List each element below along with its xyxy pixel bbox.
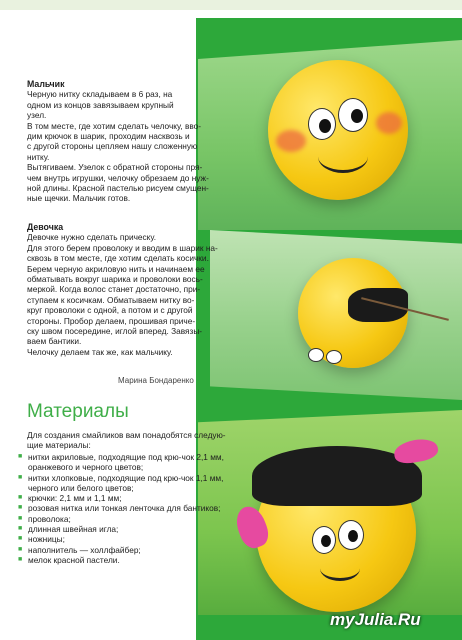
author-signature: Марина Бондаренко	[118, 376, 194, 385]
list-item: ■ нитки хлопковые, подходящие под крю-чок 1,1 мм, черного или белого цветов;	[18, 473, 228, 494]
photo-girl-finished	[198, 410, 462, 615]
cheek-left	[276, 130, 306, 152]
girl-line: ваем бантики.	[27, 336, 82, 347]
girl-line: обматывать вокруг шарика и проволоки вось-	[27, 274, 203, 285]
eye-left	[308, 108, 336, 140]
girl-line: ску швом посередине, иглой вперед. Завязы-	[27, 326, 203, 337]
list-item: ■ крючки: 2,1 мм и 1,1 мм;	[18, 493, 228, 503]
girl-line: ступаем к косичкам. Обматываем нитку во-	[27, 294, 195, 305]
boy-section	[27, 79, 235, 204]
boy-line: В том месте, где хотим сделать челочку, вво-	[27, 120, 202, 131]
girl-line: Девочке нужно сделать прическу.	[27, 232, 157, 243]
smiley-ball	[298, 258, 408, 368]
bow-right	[392, 436, 439, 465]
eye-left	[308, 348, 324, 362]
cheek-right	[376, 112, 402, 134]
boy-line: одном из концов завязываем крупный	[27, 99, 174, 110]
photo-boy-smiley	[198, 40, 462, 230]
girl-line: Челочку делаем так же, как мальчику.	[27, 346, 173, 357]
girl-line: стороны. Пробор делаем, прошивая приче-	[27, 315, 196, 326]
boy-line: Вытягиваем. Узелок с обратной стороны пря-	[27, 162, 203, 173]
photo-girl-in-progress	[210, 230, 462, 400]
smile	[318, 140, 368, 173]
boy-line: с другой стороны цепляем нашу сложенную	[27, 141, 198, 152]
girl-line: сквозь в том месте, где хотим сделать косички.	[27, 253, 209, 264]
boy-title: Мальчик	[27, 79, 65, 89]
list-item: ■ наполнитель — холлфайбер;	[18, 545, 228, 555]
girl-line: Для этого берем проволоку и вводим в шарик на-	[27, 242, 218, 253]
boy-line: Черную нитку складываем в 6 раз, на	[27, 89, 173, 100]
materials-intro: Для создания смайликов вам понадобятся следую-щие материалы:	[27, 430, 226, 451]
smiley-ball	[268, 60, 408, 200]
list-item: ■ розовая нитка или тонкая ленточка для бантиков;	[18, 503, 228, 513]
girl-line: Берем черную акриловую нить и начинаем ее	[27, 263, 205, 274]
list-item: ■ ножницы;	[18, 534, 228, 544]
girl-title: Девочка	[27, 222, 64, 232]
smile	[320, 556, 360, 581]
eye-right	[326, 350, 342, 364]
watermark-logo: myJulia.Ru	[330, 610, 421, 629]
boy-line: ной длины. Красной пастелью рисуем смущен-	[27, 183, 209, 194]
eye-right	[338, 98, 368, 132]
list-item: ■ мелок красной пастели.	[18, 555, 228, 565]
materials-title: Материалы	[27, 401, 129, 422]
eye-left	[312, 526, 336, 554]
list-item: ■ длинная швейная игла;	[18, 524, 228, 534]
girl-line: меркой. Когда волос станет достаточно, при-	[27, 284, 201, 295]
boy-line: чем внутрь игрушки, челочку обрезаем до нуж-	[27, 172, 209, 183]
boy-line: узел.	[27, 110, 47, 121]
list-item: ■ нитки акриловые, подходящие под крю-чок 2,1 мм, оранжевого и черного цветов;	[18, 452, 228, 473]
girl-section	[27, 222, 235, 357]
eye-right	[338, 520, 364, 550]
girl-line: круг проволоки с одной, а потом и с другой	[27, 305, 193, 316]
smiley-ball	[256, 452, 416, 612]
boy-line: дим крючок в шарик, проходим насквозь и	[27, 131, 190, 142]
top-strip	[0, 0, 462, 10]
list-item: ■ проволока;	[18, 514, 228, 524]
materials-list	[18, 452, 228, 565]
boy-line: ные щечки. Мальчик готов.	[27, 193, 131, 204]
boy-line: нитку.	[27, 151, 50, 162]
